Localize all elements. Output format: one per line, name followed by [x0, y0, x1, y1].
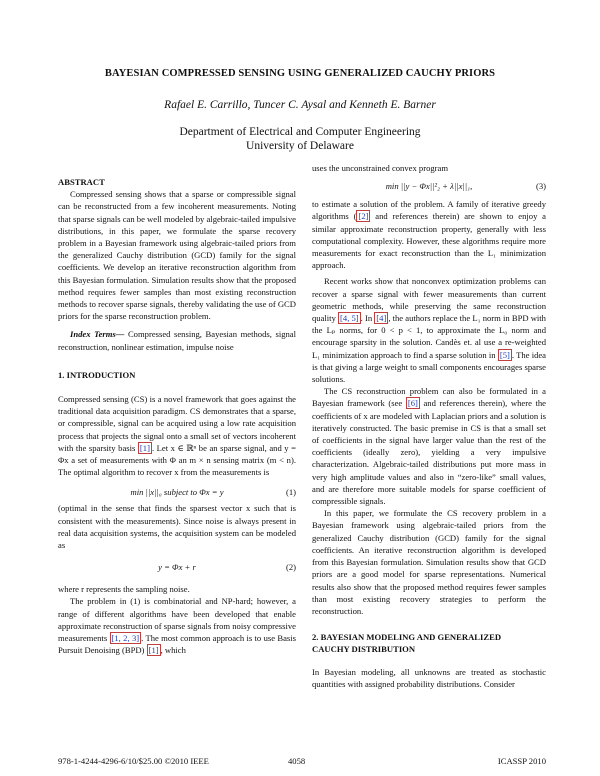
equation-3	[312, 176, 546, 196]
index-terms-text: Compressed sensing, Bayesian methods, signal reconstruction, nonlinear estimation, impulse noise	[58, 329, 297, 352]
right-paragraph-1: to estimate a solution of the problem. A family of iterative greedy algorithms ( [2] and references therein) are shown to enjoy a similar approximate reconstruction property, generally with less computational complexity. However, these algorithms require more measurements for exact reconstruction than the L₁ minimization approach.	[312, 199, 546, 271]
equation-1-body: min ||x||₀ subject to Φx = y	[130, 487, 224, 498]
footer-isbn: 978-1-4244-4296-6/10/$25.00 ©2010 IEEE	[58, 756, 209, 766]
right-column	[312, 162, 546, 690]
footer-page-number: 4058	[288, 756, 306, 766]
footer-conference: ICASSP 2010	[497, 756, 546, 766]
section-1-heading: 1. INTRODUCTION	[58, 369, 136, 380]
equation-2-number: (2)	[285, 562, 296, 573]
right-paragraph-5: In Bayesian modeling, all unknowns are treated as stochastic quantities with assigned probability distributions. Consider	[312, 666, 546, 689]
citation-link[interactable]: [1]	[139, 442, 150, 453]
right-paragraph-4: In this paper, we formulate the CS recovery problem in a Bayesian framework using algebraic-tailed priors from the generalized Cauchy distribution (GCD) family for the signal coefficients. An iterative reconstruction algorithm is developed from this Bayesian formulation. Simulation results show that GCD priors are a good model for sparse representations. Numerical results also show that the proposed method requires fewer samples than most existing recovery strategies to perform the reconstruction.	[312, 508, 546, 616]
citation-link[interactable]: [1]	[148, 645, 159, 656]
citation-link[interactable]: [4, 5]	[340, 313, 359, 324]
affiliation-department: Department of Electrical and Computer Engineering	[179, 126, 421, 138]
intro-paragraph-2: (optimal in the sense that finds the sparsest vector x such that is consistent with the measurements). Since noise is always present in real data acquisition systems, the acquisition system can be modeled as	[58, 503, 296, 551]
section-2-heading-line-2: CAUCHY DISTRIBUTION	[312, 644, 416, 655]
equation-3-body: min ||y − Φx||²₂ + λ||x||₁,	[385, 181, 473, 192]
section-2-heading-line-1: 2. BAYESIAN MODELING AND GENERALIZED	[312, 632, 502, 643]
equation-1-number: (1)	[285, 487, 296, 498]
index-terms	[58, 328, 296, 352]
citation-link[interactable]: [2]	[358, 211, 369, 222]
citation-link[interactable]: [4]	[376, 313, 387, 324]
equation-3-number: (3)	[535, 181, 546, 192]
intro-paragraph-1: Compressed sensing (CS) is a novel framework that goes against the traditional data acquisition paradigm. CS demonstrates that a sparse, or compressible, signal can be acquired using a low rate acquisition process that projects the signal onto a small set of vectors incoherent with the sparsity basis [1] . Let x ∈ ℝⁿ be an sparse signal, and y = Φx a set of measurements with Φ an m × n sensing matrix (m < n). The optimal algorithm to recover x from the measurements is	[58, 394, 296, 478]
left-column	[58, 176, 296, 657]
intro-paragraph-4: The problem in (1) is combinatorial and NP-hard; however, a range of different algorithms have been developed that enable approximate reconstruction of sparse signals from noisy compressive measurements [1, 2, 3] . The most common approach is to use Basis Pursuit Denoising (BPD) [1] , which	[58, 596, 296, 656]
paper-title: BAYESIAN COMPRESSED SENSING USING GENERALIZED CAUCHY PRIORS	[104, 68, 496, 79]
index-terms-label: Index Terms—	[70, 329, 125, 340]
authors: Rafael E. Carrillo, Tuncer C. Aysal and Kenneth E. Barner	[164, 99, 436, 111]
equation-2	[58, 557, 296, 577]
right-paragraph-2: Recent works show that nonconvex optimization problems can recover a sparse signal with fewer measurements than current geometric methods, while preserving the same reconstruction quality [4, 5] . In [4] , the authors replace the L₁ norm in BPD with the Lₚ norms, for 0 < p < 1, to approximate the L₀ norm and encourage sparsity in the solution. Candès et. al use a re-weighted L₁ minimization approach to find a sparse solution in [5] . The idea is that giving a large weight to small components encourages sparse solutions.	[312, 276, 547, 385]
equation-2-body: y = Φx + r	[158, 562, 196, 573]
citation-link[interactable]: [6]	[407, 398, 418, 409]
abstract-text: Compressed sensing shows that a sparse or compressible signal can be reconstructed from a few incoherent measurements. Noting that sparse signals can be well modeled by algebraic-tailed impulsive distributions, in this paper, we formulate the sparse recovery problem in a Bayesian framework using algebraic-tailed priors from the generalized Cauchy distribution (GCD) family for the signal coefficients. We develop an iterative reconstruction algorithm from this Bayesian formulation. Simulation results show that the proposed method requires fewer samples than most existing reconstruction methods to recover sparse signals, thereby validating the use of GCD priors for the sparse reconstruction problem.	[58, 189, 296, 322]
citation-link[interactable]: [5]	[499, 349, 510, 360]
citation-link[interactable]: [1, 2, 3]	[111, 633, 140, 644]
affiliation-university: University of Delaware	[246, 140, 354, 152]
abstract-heading: ABSTRACT	[58, 177, 105, 187]
right-paragraph-0: uses the unconstrained convex program	[312, 163, 449, 173]
equation-1	[58, 482, 296, 502]
right-paragraph-3: The CS reconstruction problem can also be formulated in a Bayesian framework (see [6] and references therein), where the coefficients of x are modeled with Laplacian priors and a solution is iteratively constructed. The basic premise in CS is that a small set of coefficients in the signal have larger value than the rest of the coefficients (ideally zero), yielding a very impulsive characterization. Algebraic-tailed distributions put more mass in very high amplitude values and also in “zero-like” small values, and are therefore more suitable models for sparse coefficient of compressible signals.	[312, 386, 546, 507]
affiliation	[0, 125, 600, 153]
intro-paragraph-3: where r represents the sampling noise.	[58, 584, 190, 595]
